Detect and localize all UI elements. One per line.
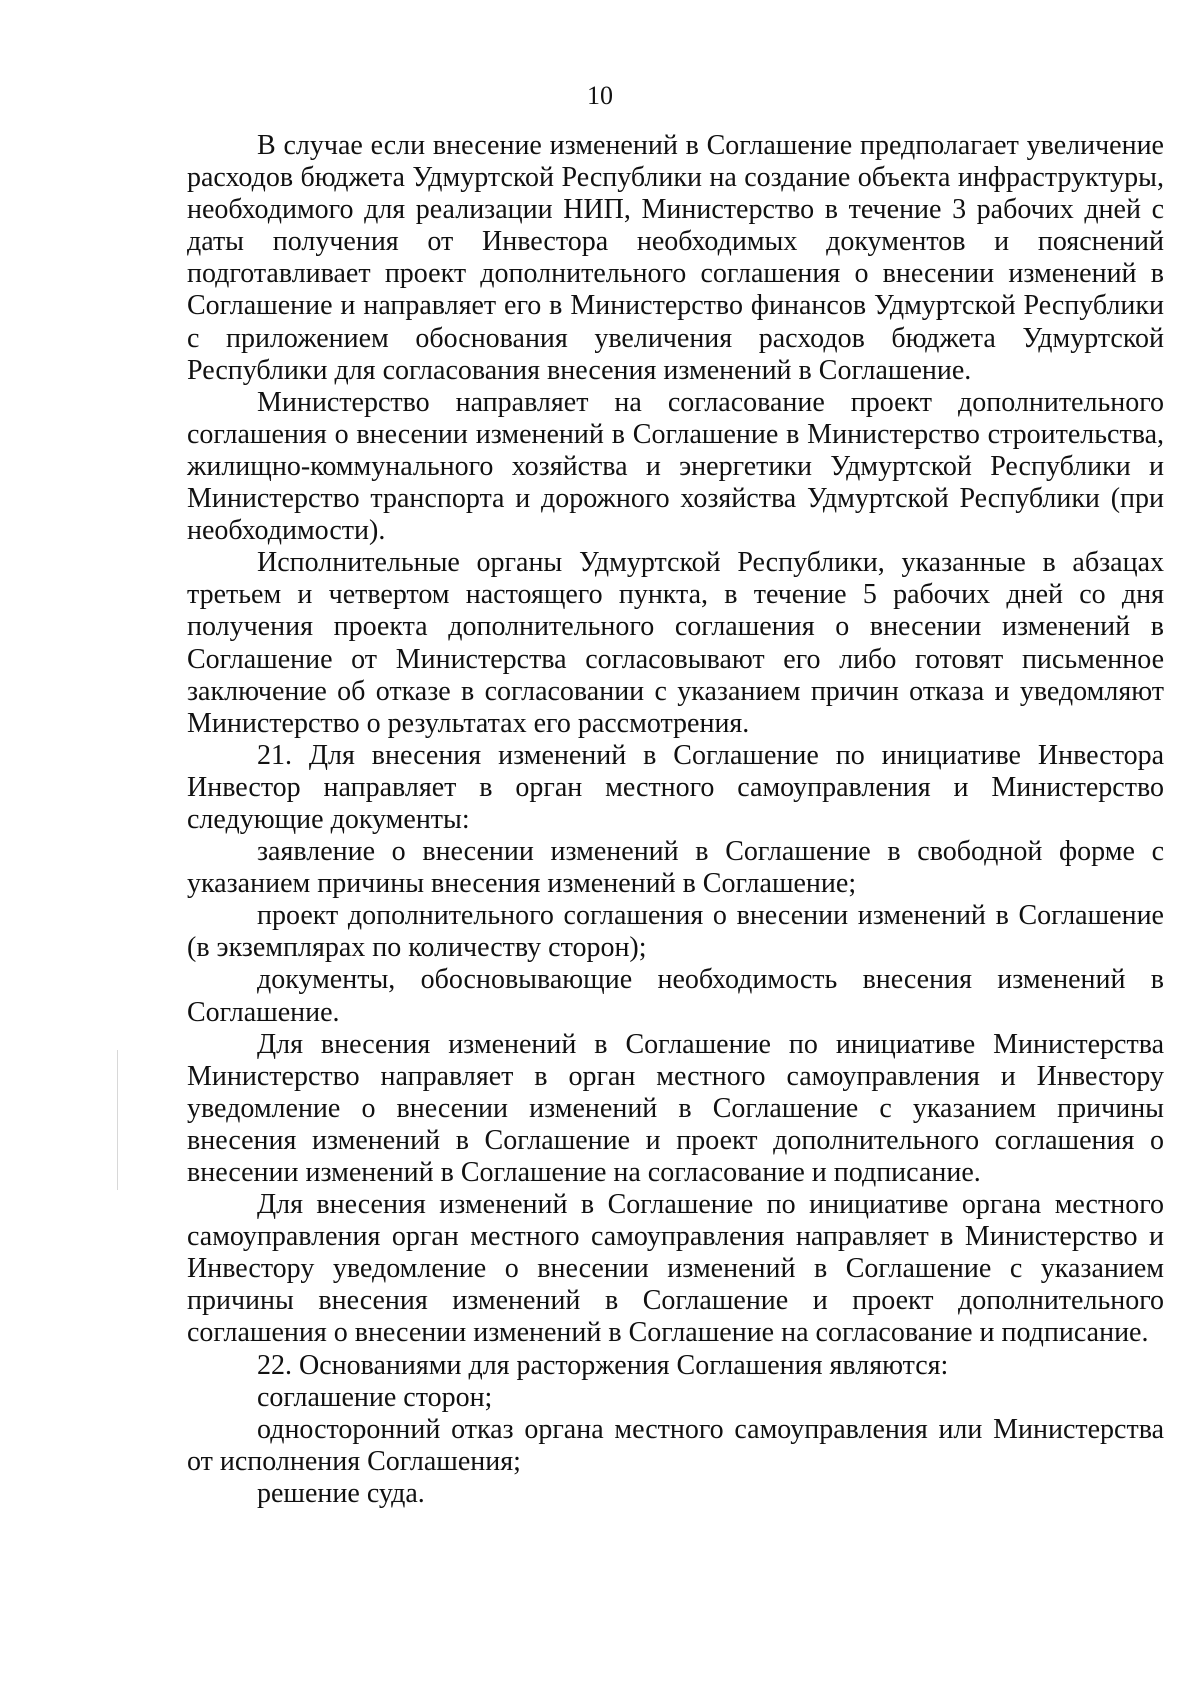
paragraph-budget-increase: В случае если внесение изменений в Соглашение предполагает увеличение расходов бюджета Удмуртской Республики на создание объекта инфраструктуры, необходимого для реализации НИП, Министерство в течение 3 рабочих дней с даты получения от Инвестора необходимых документов и пояснений подготавливает проект дополнительного соглашения о внесении изменений в Соглашение и направляет его в Министерство финансов Удмуртской Республики с приложением обоснования увеличения расходов бюджета Удмуртской Республики для согласования внесения изменений в Соглашение. xyxy=(187,130,1164,386)
document-body xyxy=(187,130,1164,1510)
paragraph-ministry-initiative: Для внесения изменений в Соглашение по инициативе Министерства Министерство направляет в орган местного самоуправления и Инвестору уведомление о внесении изменений в Соглашение с указанием причины внесения изменений в Соглашение и проект дополнительного соглашения о внесении изменений в Соглашение на согласование и подписание. xyxy=(187,1028,1164,1188)
paragraph-application: заявление о внесении изменений в Соглашение в свободной форме с указанием причины внесения изменений в Соглашение; xyxy=(187,836,1164,900)
paragraph-court-decision: решение суда. xyxy=(257,1477,425,1509)
paragraph-item-21: 21. Для внесения изменений в Соглашение по инициативе Инвестора Инвестор направляет в орган местного самоуправления и Министерство следующие документы: xyxy=(187,739,1164,835)
paragraph-draft-agreement: проект дополнительного соглашения о внесении изменений в Соглашение (в экземплярах по количеству сторон); xyxy=(187,900,1164,964)
paragraph-approval-routing: Министерство направляет на согласование проект дополнительного соглашения о внесении изменений в Соглашение в Министерство строительства, жилищно-коммунального хозяйства и энергетики Удмуртской Республики и Министерство транспорта и дорожного хозяйства Удмуртской Республики (при необходимости). xyxy=(187,386,1164,547)
scan-margin-mark xyxy=(117,1050,118,1190)
paragraph-executive-bodies: Исполнительные органы Удмуртской Республики, указанные в абзацах третьем и четвертом настоящего пункта, в течение 5 рабочих дней со дня получения проекта дополнительного соглашения о внесении изменений в Соглашение от Министерства согласовывают его либо готовят письменное заключение об отказе в согласовании с указанием причин отказа и уведомляют Министерство о результатах его рассмотрения. xyxy=(187,547,1164,739)
paragraph-mutual-agreement: соглашение сторон; xyxy=(257,1381,493,1413)
paragraph-local-government-initiative: Для внесения изменений в Соглашение по инициативе органа местного самоуправления орган местного самоуправления направляет в Министерство и Инвестору уведомление о внесении изменений в Соглашение с указанием причины внесения изменений в Соглашение и проект дополнительного соглашения о внесении изменений в Соглашение на согласование и подписание. xyxy=(187,1189,1164,1349)
paragraph-unilateral-refusal: односторонний отказ органа местного самоуправления или Министерства от исполнения Соглашения; xyxy=(187,1413,1164,1477)
page-number: 10 xyxy=(587,81,613,110)
paragraph-item-22: 22. Основаниями для расторжения Соглашения являются: xyxy=(257,1349,949,1381)
paragraph-justification-documents: документы, обосновывающие необходимость внесения изменений в Соглашение. xyxy=(187,964,1164,1028)
